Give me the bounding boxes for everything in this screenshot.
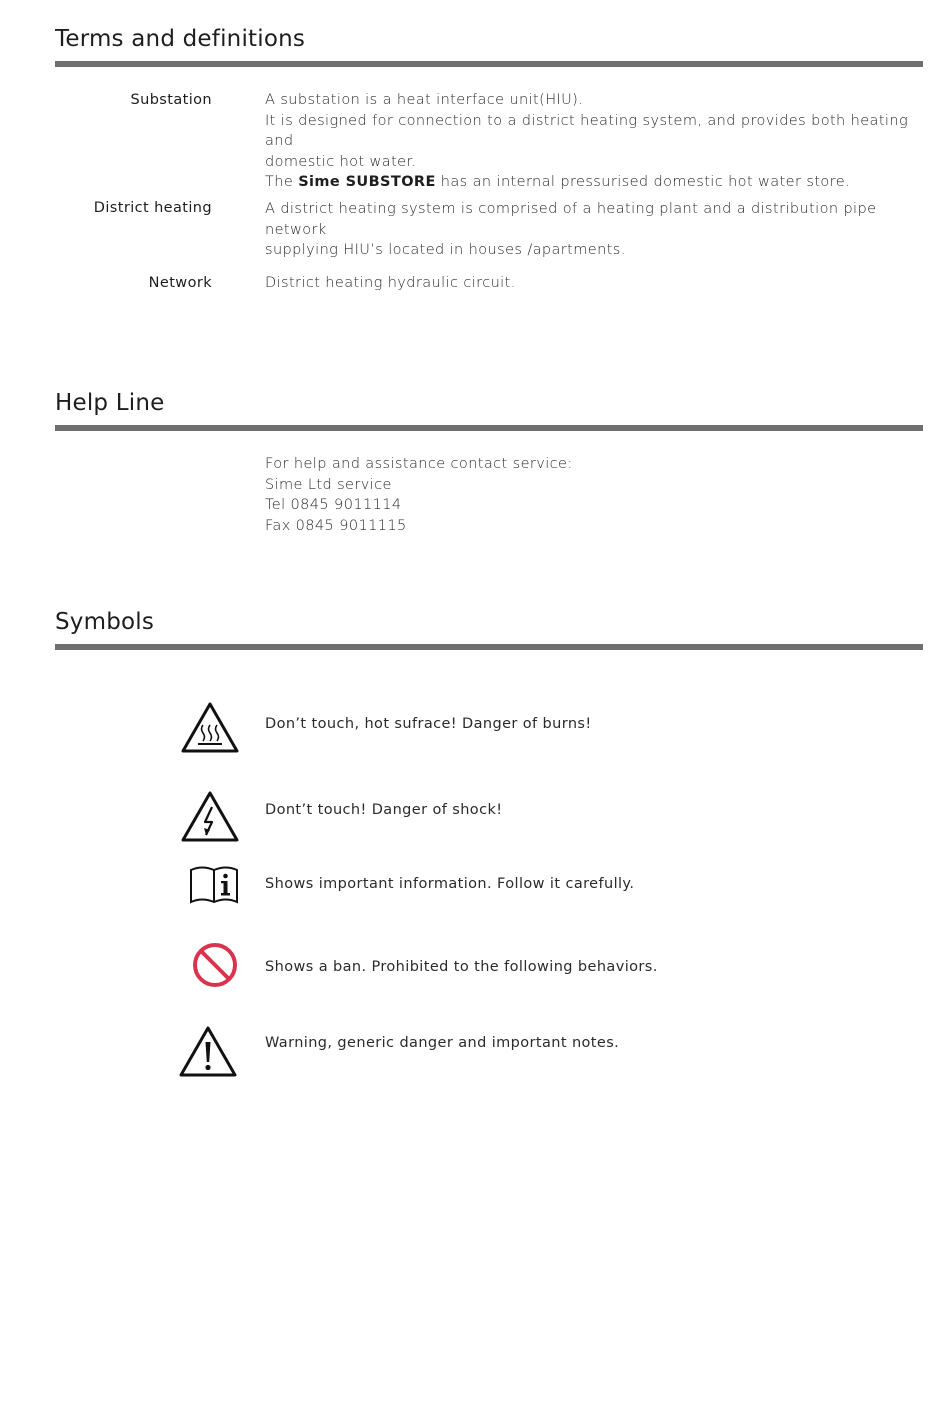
definition-substation: [265, 90, 930, 193]
terms-section-divider: [55, 61, 923, 67]
prohibition-icon: [190, 940, 240, 990]
term-network: Network: [148, 275, 212, 291]
help-line: Sime Ltd service: [265, 476, 392, 493]
definition-line: [265, 172, 930, 193]
help-fax: Fax 0845 9011115: [265, 517, 407, 534]
symbol-text-general-warning: Warning, generic danger and important notes.: [265, 1035, 620, 1051]
definition-district-heating: [265, 199, 930, 261]
definition-line: A district heating system is comprised of a heating plant and a distribution pipe network: [265, 201, 877, 238]
help-contact-block: [265, 454, 930, 536]
help-section-divider: [55, 425, 923, 431]
definition-network: [265, 273, 930, 294]
help-line: For help and assistance contact service:: [265, 456, 573, 472]
general-warning-icon: [178, 1024, 238, 1078]
term-substation: Substation: [130, 92, 212, 108]
help-section-title: Help Line: [55, 390, 165, 416]
symbols-section-divider: [55, 644, 923, 650]
help-phone: Tel 0845 9011114: [265, 497, 402, 513]
definition-line: A substation is a heat interface unit(HIU).: [265, 92, 584, 108]
read-manual-info-icon: [188, 864, 240, 906]
symbol-text-hot-surface: Don’t touch, hot sufrace! Danger of burns!: [265, 716, 592, 732]
hot-surface-warning-icon: [180, 700, 240, 754]
symbol-text-prohibition: Shows a ban. Prohibited to the following behaviors.: [265, 959, 658, 975]
definition-line: domestic hot water.: [265, 153, 417, 170]
electric-shock-warning-icon: [180, 789, 240, 843]
symbol-text-electric-shock: Dont’t touch! Danger of shock!: [265, 802, 503, 818]
definition-line: supplying HIU’s located in houses /apartments.: [265, 242, 626, 258]
terms-section-title: Terms and definitions: [55, 26, 306, 52]
product-name: Sime SUBSTORE: [298, 174, 436, 190]
term-district-heating: District heating: [93, 200, 212, 216]
definition-line: District heating hydraulic circuit.: [265, 275, 516, 291]
symbols-section-title: Symbols: [55, 609, 155, 635]
definition-prefix: The: [265, 174, 299, 190]
definition-line: It is designed for connection to a district heating system, and provides both heating and: [265, 112, 909, 149]
definition-suffix: has an internal pressurised domestic hot water store.: [435, 174, 851, 190]
symbol-text-important-info: Shows important information. Follow it carefully.: [265, 876, 635, 892]
